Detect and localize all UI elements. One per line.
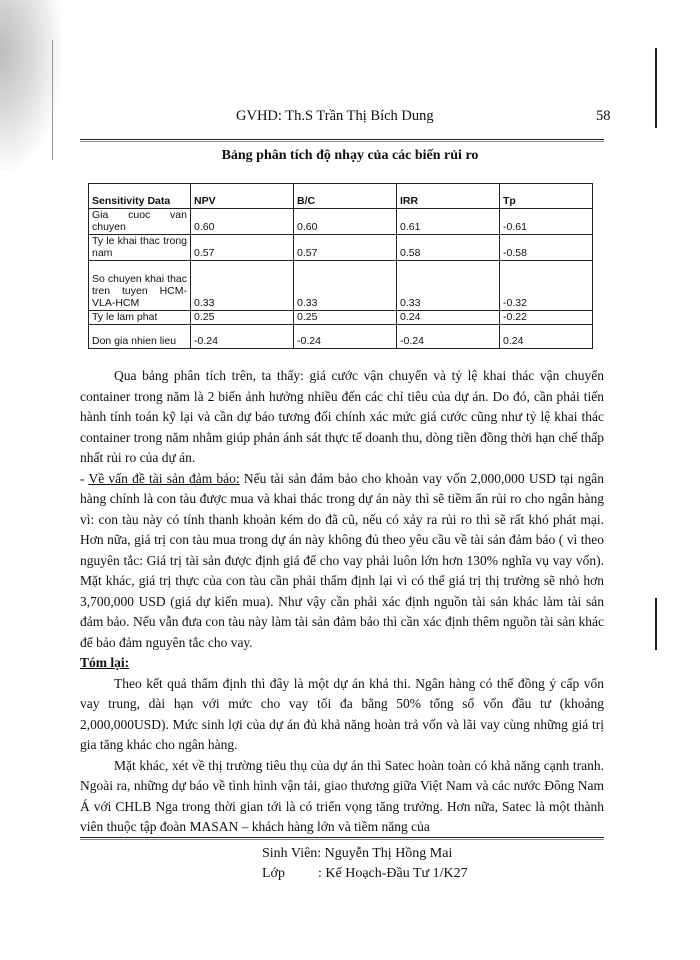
table-cell: 0.24	[397, 311, 500, 325]
paragraph-collateral	[80, 469, 604, 654]
header-cell: B/C	[294, 184, 397, 209]
table-row	[89, 235, 593, 261]
paragraph-market: Mặt khác, xét về thị trường tiêu thụ của dự án thì Satec hoàn toàn có khả năng cạnh tranh. Ngoài ra, những dự báo về tình hình vận tải, giao thương giữa Việt Nam và các nước Đông Nam Á với CHLB Nga trong thời gian tới là có triển vọng tăng trưởng. Hơn nữa, Satec là một thành viên thuộc tập đoàn MASAN – khách hàng lớn và tiềm năng của	[80, 757, 604, 834]
scan-edge-line	[52, 40, 53, 160]
table-cell: 0.60	[191, 209, 294, 235]
table-cell: -0.61	[500, 209, 593, 235]
footer-student: Sinh Viên: Nguyễn Thị Hồng Mai	[262, 846, 453, 861]
footer-rule-thin	[80, 839, 604, 840]
table-row	[89, 261, 593, 311]
paragraph-conclusion: Theo kết quả thẩm định thì đây là một dự án khả thi. Ngân hàng có thể đồng ý cấp vốn vay trung, dài hạn với mức cho vay tối đa bằng 50% tổng số vốn đầu tư (khoảng 2,000,000USD). Mức sinh lợi của dự án đủ khả năng hoàn trả vốn và lãi vay cùng những giá trị gia tăng khác cho ngân hàng.	[80, 675, 604, 752]
table-cell: 0.57	[191, 235, 294, 261]
table-cell: -0.22	[500, 311, 593, 325]
table-cell: 0.60	[294, 209, 397, 235]
table-cell: 0.25	[191, 311, 294, 325]
header-rule	[80, 139, 604, 140]
row-label: Don gia nhien lieu	[89, 325, 191, 349]
footer-class	[262, 866, 468, 882]
table-header-row	[89, 184, 593, 209]
body-text	[80, 366, 604, 838]
sensitivity-table	[88, 183, 593, 349]
table-cell: -0.58	[500, 235, 593, 261]
header-cell: NPV	[191, 184, 294, 209]
footer-class-label: Lớp	[262, 866, 285, 881]
collateral-heading: Về vấn đề tài sản đảm bảo:	[88, 470, 240, 486]
header-cell: Tp	[500, 184, 593, 209]
row-label: Ty le lam phat	[89, 311, 191, 325]
table-cell: 0.33	[294, 261, 397, 311]
collateral-text: Nếu tài sản đảm bảo cho khoản vay vốn 2,000,000 USD tại ngân hàng chính là con tàu được mua và khai thác trong dự án này thì sẽ tiềm ẩn rủi ro cho ngân hàng vì: con tàu này có tính thanh khoản kém do đã cũ, nếu có xảy ra rủi ro thì sẽ rất khó phát mại. Hơn nữa, giá trị con tàu mua trong dự án này không đủ theo yêu cầu về tài sản đảm bảo ( vì theo nguyên tắc: Giá trị tài sản được định giá để cho vay phải luôn lớn hơn 130% nghĩa vụ vay vốn). Mặt khác, giá trị thực của con tàu cần phải thẩm định lại vì có thể giá trị thị trường sẽ nhỏ hơn 3,700,000 USD (giá dự kiến mua). Như vậy cần phải xác định nguồn tài sản khác làm tài sản đảm bảo. Nếu vẫn đưa con tàu này làm tài sản đảm bảo thì cần xác định thêm nguồn tài sản khác để bảo đảm nguyên tắc cho vay.	[80, 470, 604, 650]
table-cell: -0.24	[294, 325, 397, 349]
table-cell: 0.24	[500, 325, 593, 349]
table-row	[89, 325, 593, 349]
summary-heading: Tóm lại:	[80, 655, 130, 670]
table-cell: 0.57	[294, 235, 397, 261]
header-title: GVHD: Th.S Trần Thị Bích Dung	[236, 108, 434, 124]
table-cell: 0.25	[294, 311, 397, 325]
row-label: Gia cuoc van chuyen	[89, 209, 191, 235]
row-label: Ty le khai thac trong nam	[89, 235, 191, 261]
table-row	[89, 209, 593, 235]
table-cell: 0.33	[397, 261, 500, 311]
margin-mark-bottom	[655, 598, 657, 650]
row-label: So chuyen khai thac tren tuyen HCM-VLA-HCM	[89, 261, 191, 311]
table-title: Bảng phân tích độ nhạy của các biến rủi ro	[221, 148, 479, 163]
table-cell: -0.24	[397, 325, 500, 349]
footer-class-value: : Kế Hoạch-Đầu Tư 1/K27	[318, 866, 468, 881]
table-cell: 0.61	[397, 209, 500, 235]
page-number: 58	[596, 108, 611, 124]
header-rule-thin	[80, 141, 604, 142]
table-row	[89, 311, 593, 325]
header-cell: IRR	[397, 184, 500, 209]
table-cell: 0.33	[191, 261, 294, 311]
page-header	[0, 106, 700, 130]
footer-rule	[80, 837, 604, 838]
table-cell: -0.32	[500, 261, 593, 311]
list-dash: -	[80, 470, 89, 486]
table-cell: -0.24	[191, 325, 294, 349]
paragraph-analysis: Qua bảng phân tích trên, ta thấy: giá cước vận chuyển và tỷ lệ khai thác vận chuyển container trong năm là 2 biến ảnh hưởng nhiều đến các chỉ tiêu của dự án. Do đó, cần phải tiến hành tính toán kỹ lại và cần dự báo tương đối chính xác mức giá cước cũng như tỷ lệ khai thác container trong năm nhằm giúp phản ánh sát thực tế doanh thu, dòng tiền đồng thời hạn chế thấp nhất rủi ro của dự án.	[80, 368, 604, 465]
header-cell: Sensitivity Data	[89, 184, 191, 209]
table-cell: 0.58	[397, 235, 500, 261]
